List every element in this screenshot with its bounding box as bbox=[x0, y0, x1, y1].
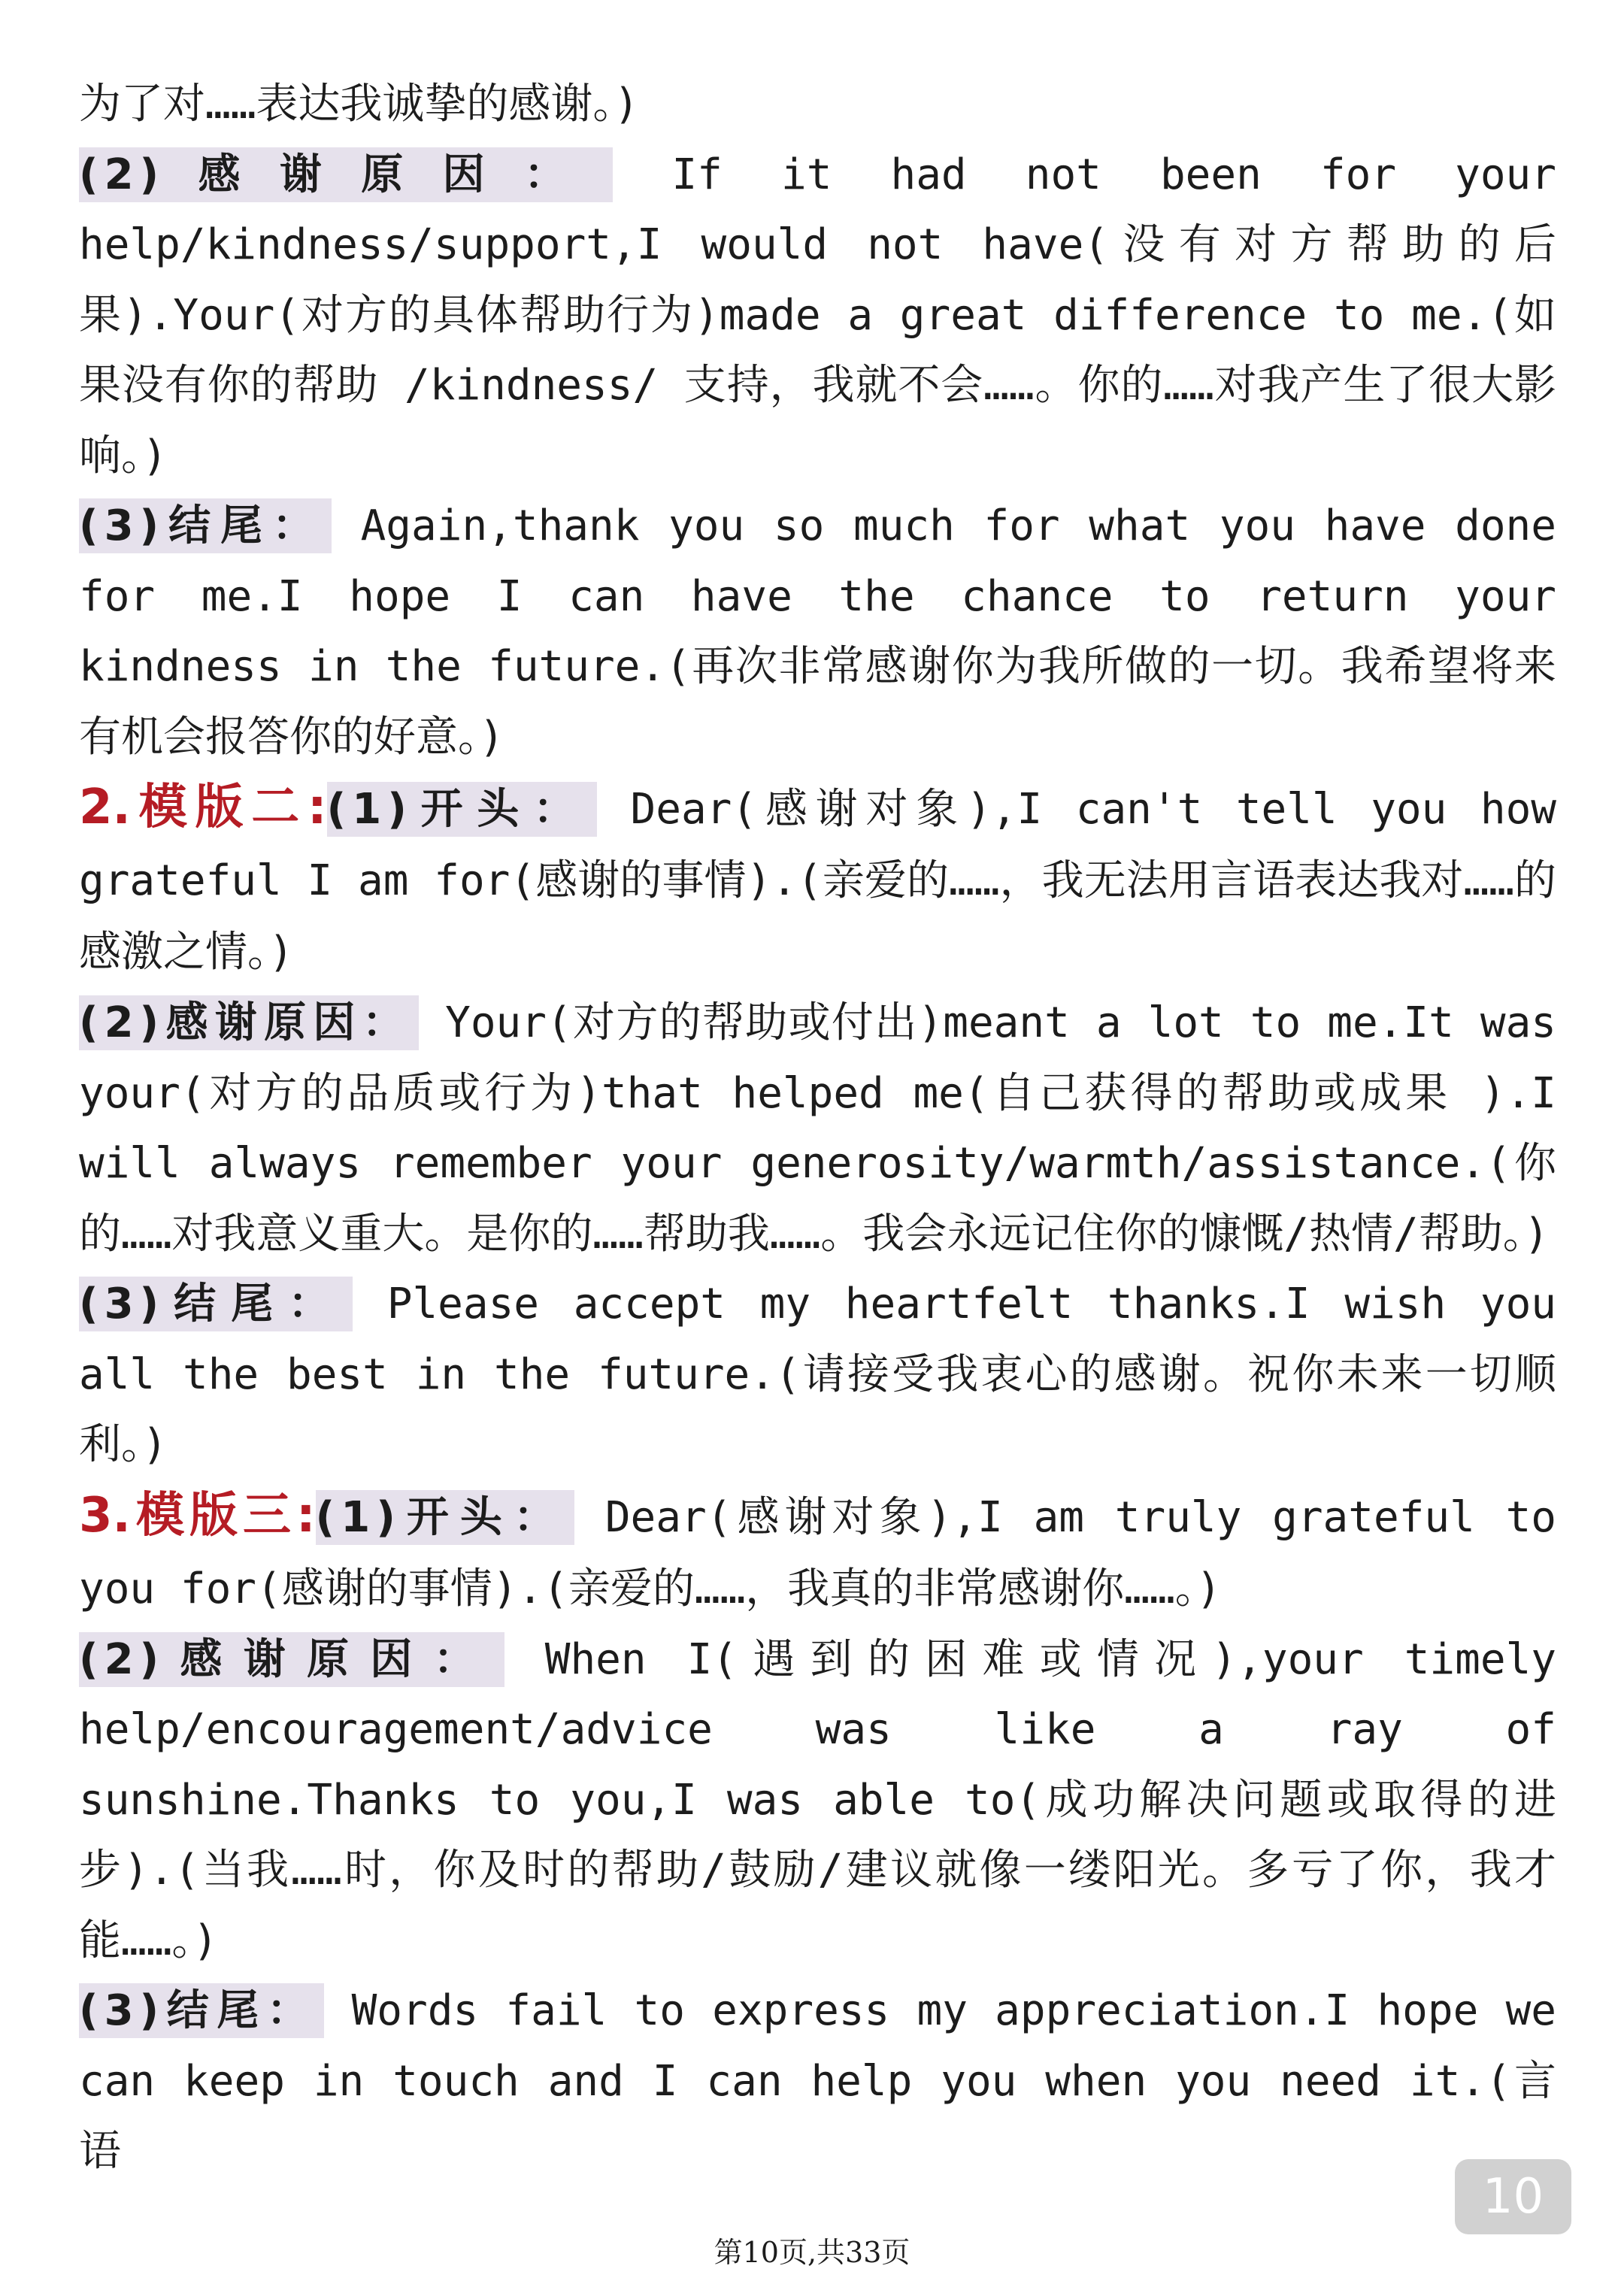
section-label: (2)感谢原因： bbox=[79, 995, 419, 1050]
section-label: (1)开头： bbox=[327, 782, 597, 837]
paragraph-text: Dear(感谢对象),I am truly grateful to you for(感谢的事情).(亲爱的……，我真的非常感谢你……。) bbox=[79, 1492, 1557, 1613]
paragraph-text: Words fail to express my appreciation.I hope we can keep in touch and I can help you when you need it.(言语 bbox=[79, 1986, 1556, 2176]
paragraph-template-2-opening bbox=[79, 772, 1556, 988]
paragraph-thanks-reason bbox=[79, 988, 1556, 1269]
paragraph-text: If it had not been for your help/kindness/support,I would not have(没有对方帮助的后果).Your(对方的具体帮助行为)made a great difference to me.(如果没有你的帮助 /kindness/ 支持，我就不会……。你的……对我产生了很大影响。) bbox=[79, 150, 1556, 480]
document-body bbox=[79, 69, 1556, 2187]
paragraph-text: Please accept my heartfelt thanks.I wish you all the best in the future.(请接受我衷心的感谢。祝你未来一切顺利。) bbox=[79, 1280, 1557, 1469]
page-footer: 第10页,共33页 bbox=[714, 2236, 910, 2269]
section-label: (1)开头： bbox=[316, 1490, 574, 1545]
section-label: (2)感谢原因： bbox=[79, 147, 613, 202]
paragraph-text: Again,thank you so much for what you have done for me.I hope I can have the chance to return your kindness in the future.(再次非常感谢你为我所做的一切。我希望将来有机会报答你的好意。) bbox=[79, 501, 1556, 762]
paragraph-continuation bbox=[79, 69, 1556, 140]
section-label: (2)感谢原因： bbox=[79, 1632, 504, 1687]
section-label: (3)结尾： bbox=[79, 1983, 324, 2038]
paragraph-text: Dear(感谢对象),I can't tell you how grateful I am for(感谢的事情).(亲爱的……，我无法用言语表达我对……的感激之情。) bbox=[79, 785, 1557, 977]
template-heading: 3.模版三: bbox=[79, 1487, 316, 1543]
page-number-badge: 10 bbox=[1455, 2159, 1571, 2234]
paragraph-text: 为了对……表达我诚挚的感谢。) bbox=[79, 80, 640, 129]
paragraph-ending bbox=[79, 491, 1556, 772]
template-heading: 2.模版二: bbox=[79, 780, 327, 835]
paragraph-template-3-opening bbox=[79, 1480, 1556, 1625]
section-label: (3)结尾： bbox=[79, 1277, 353, 1331]
paragraph-text: When I(遇到的困难或情况),your timely help/encouragement/advice was like a ray of sunshine.Thanks to you,I was able to(成功解决问题或取得的进步).(当我……时，你及时的帮助/鼓励/建议就像一缕阳光。多亏了你，我才能……。) bbox=[79, 1634, 1556, 1965]
section-label: (3)结尾： bbox=[79, 498, 332, 553]
paragraph-ending bbox=[79, 1976, 1556, 2187]
paragraph-thanks-reason bbox=[79, 1625, 1556, 1976]
paragraph-thanks-reason bbox=[79, 140, 1556, 492]
paragraph-ending bbox=[79, 1269, 1556, 1480]
paragraph-text: Your(对方的帮助或付出)meant a lot to me.It was your(对方的品质或行为)that helped me(自己获得的帮助或成果 ).I will always remember your generosity/warmth/assistance.(你的……对我意义重大。是你的……帮助我……。我会永远记住你的慷慨/热情/帮助。) bbox=[79, 998, 1557, 1259]
